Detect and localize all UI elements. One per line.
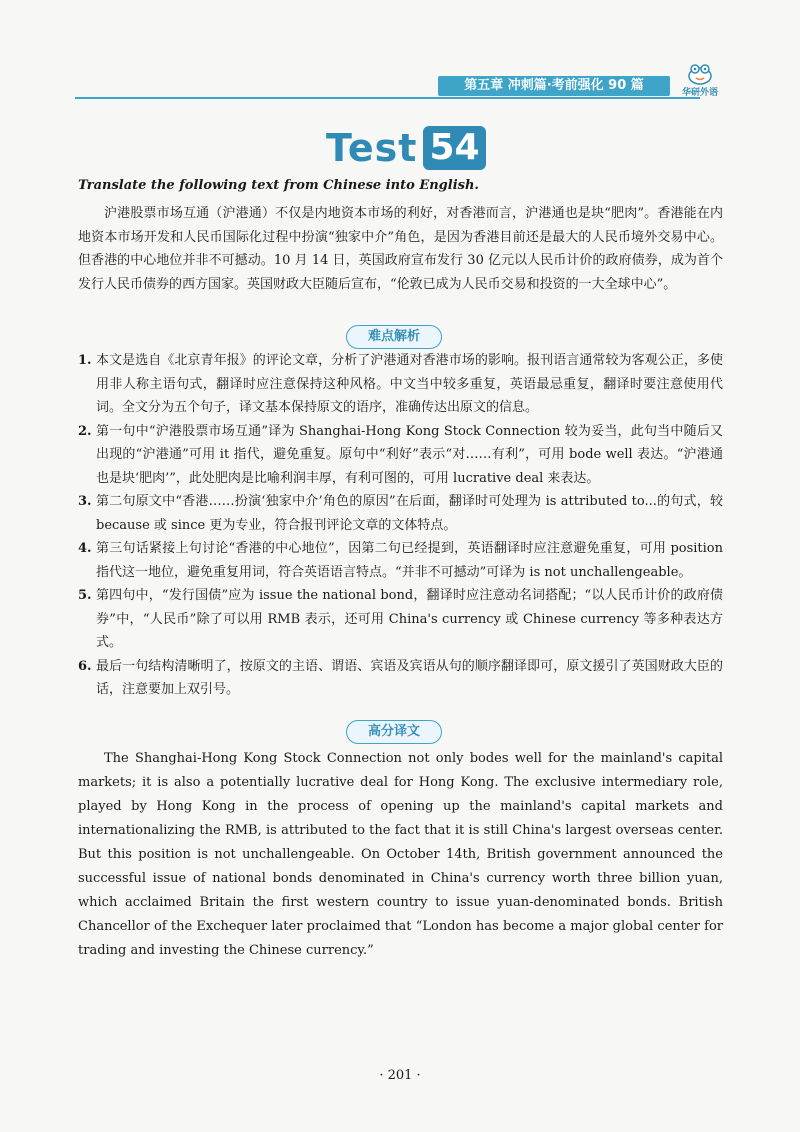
analysis-heading: 难点解析 bbox=[346, 325, 442, 349]
source-text: 沪港股票市场互通（沪港通）不仅是内地资本市场的利好，对香港而言，沪港通也是块“肥肉”。香港能在内地资本市场开发和人民币国际化过程中扮演“独家中介”角色，是因为香港目前还是最大的人民币境外交易中心。但香港的中心地位并非不可撼动。10 月 14 日，英国政府宣布发行 30 亿元以人民币计价的政府债券，成为首个发行人民币债券的西方国家。英国财政大臣随后宣布，“伦敦已成为人民币交易和投资的一大全球中心”。 bbox=[78, 206, 723, 292]
translation-heading: 高分译文 bbox=[346, 720, 442, 744]
test-title-word: Test bbox=[326, 126, 418, 170]
analysis-item: 6. 最后一句结构清晰明了，按原文的主语、谓语、宾语及宾语从句的顺序翻译即可，原文援引了英国财政大臣的话，注意要加上双引号。 bbox=[78, 658, 723, 697]
chapter-header: 第五章 冲刺篇·考前强化 90 篇 bbox=[438, 76, 670, 96]
page-number: · 201 · bbox=[379, 1068, 421, 1083]
logo-text: 华研外语 bbox=[681, 88, 718, 98]
header-divider bbox=[75, 97, 700, 99]
analysis-item: 1. 本文是选自《北京青年报》的评论文章，分析了沪港通对香港市场的影响。报刊语言通常较为客观公正，多使用非人称主语句式，翻译时应注意保持这种风格。中文当中较多重复，英语最忌重复，翻译时要注意使用代词。全文分为五个句子，译文基本保持原文的语序，准确传达出原文的信息。 bbox=[78, 353, 723, 415]
translation-text: The Shanghai-Hong Kong Stock Connection not only bodes well for the mainland's capital markets; it is also a potentially lucrative deal for Hong Kong. The exclusive intermediary role, played by Hong Kong in the process of opening up the mainland's capital markets and internationalizing the RMB, is attributed to the fact that it is still China's largest overseas center. But this position is not unchallengeable. On October 14th, British government announced the successful issue of national bonds denominated in China's currency worth three billion yuan, which acclaimed Britain the first western country to issue yuan-denominated bonds. British Chancellor of the Exchequer later proclaimed that “London has become a major global center for trading and investing the Chinese currency.” bbox=[78, 751, 723, 958]
test-number-badge: 54 bbox=[423, 126, 485, 170]
analysis-item: 3. 第二句原文中“香港……扮演‘独家中介’角色的原因”在后面，翻译时可处理为 is attributed to...的句式，较 because 或 since 更为专业，符合报刊评论文章的文体特点。 bbox=[78, 494, 723, 533]
publisher-logo bbox=[676, 62, 724, 98]
analysis-item: 5. 第四句中，“发行国债”应为 issue the national bond，翻译时应注意动名词搭配；“以人民币计价的政府债券”中，“人民币”除了可以用 RMB 表示，还可用 China's currency 或 Chinese currency 等多种表达方式。 bbox=[78, 588, 723, 650]
analysis-item: 2. 第一句中“沪港股票市场互通”译为 Shanghai-Hong Kong Stock Connection 较为妥当，此句当中随后又出现的“沪港通”可用 it 指代，避免重复。原句中“利好”表示“对……有利”，可用 bode well 表达。“沪港通也是块‘肥肉’”，此处肥肉是比喻利润丰厚，有利可图的，可用 lucrative deal 来表达。 bbox=[78, 423, 723, 486]
analysis-item: 4. 第三句话紧接上句讨论“香港的中心地位”，因第二句已经提到，英语翻译时应注意避免重复，可用 position 指代这一地位，避免重复用词，符合英语语言特点。“并非不可撼动”可译为 is not unchallengeable。 bbox=[78, 541, 723, 580]
instruction: Translate the following text from Chinese into English. bbox=[78, 178, 479, 193]
analysis-list bbox=[78, 349, 723, 702]
mascot-icon bbox=[685, 62, 715, 86]
test-title bbox=[326, 124, 486, 170]
